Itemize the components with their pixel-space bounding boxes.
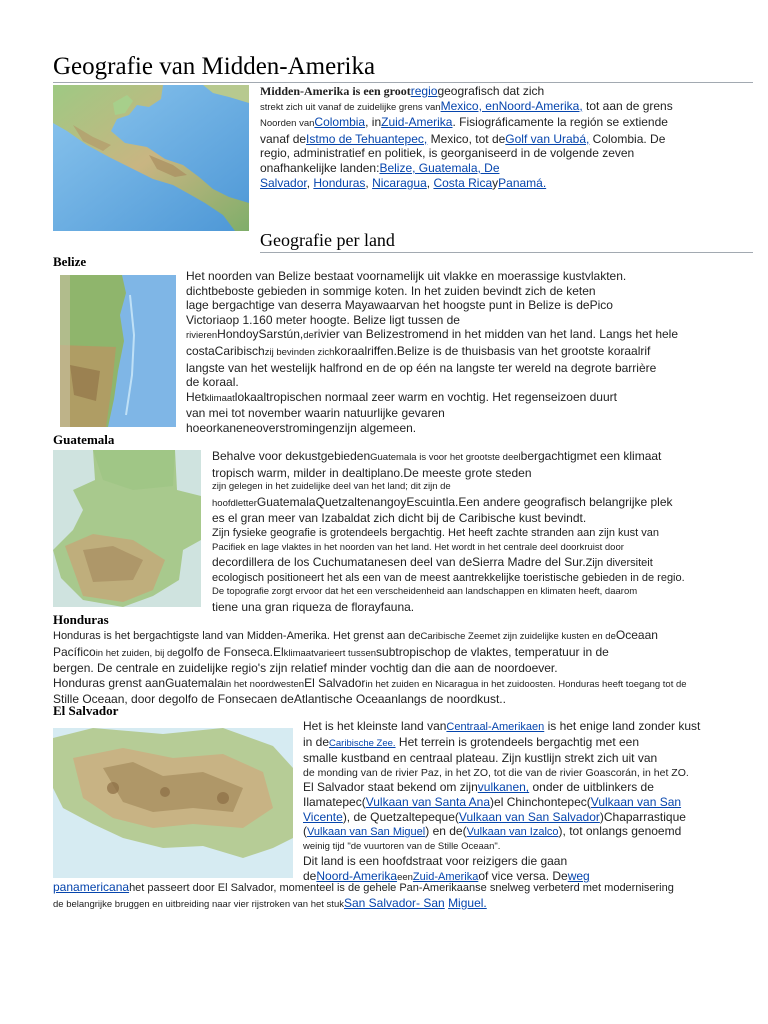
link-vulkaan-san-vicente-a[interactable]: Vulkaan van San (590, 794, 682, 809)
link-honduras[interactable]: Honduras (313, 175, 366, 190)
link-san-salvador-san-miguel[interactable]: San Salvador- San (343, 895, 445, 910)
heading-belize: Belize (53, 254, 87, 269)
link-vulkanen[interactable]: vulkanen, (477, 780, 530, 795)
el-salvador-map-image (53, 728, 293, 878)
link-vulkaan-san-vicente-b[interactable]: Vicente (303, 809, 343, 824)
link-panama[interactable]: Panamá. (498, 175, 547, 190)
link-centraal-amerika[interactable]: Centraal-Amerikaen (446, 721, 545, 733)
link-vulkaan-izalco[interactable]: Vulkaan van Izalco (466, 826, 559, 839)
title-divider (53, 82, 753, 83)
heading-el-salvador: El Salvador (53, 703, 119, 718)
guatemala-text: Behalve voor dekustgebiedenGuatemala is voor het grootste deelbergachtigmet een klimaat tropisch warm, milder in dealtiplano.De meeste grote steden zijn gelegen in het zuidelijke deel van het land; dit zijn de hoofdletterGuatemalaQuetzaltenangoyEscuintla.Een andere geografisch belangrijke plek es el gran meer van Izabaldat zich dicht bij de Caribische kust bevindt. Zijn fysieke geografie is grotendeels bergachtig. Het heeft zachte stranden aan zijn kust van Pacifiek en lage vlaktes in het noorden van het land. Het wordt in het centrale deel doorkruist door decordillera de los Cuchumatanesen deel van deSierra Madre del Sur.Zijn diversiteit ecologisch positioneert het als een van de meest aantrekkelijke toeristische gebieden in de regio. De topografie zorgt ervoor dat het een verscheidenheid aan landschappen en klimaten heeft, daarom tiene una gran riqueza de florayfauna. (212, 449, 685, 614)
central-america-map-image (53, 85, 249, 231)
belize-map-image (60, 275, 176, 427)
intro-paragraph: Midden-Amerika is een grootregiogeografisch dat zich strekt zich uit vanaf de zuidelijke grens vanMexico, enNoord-Amerika, tot aan de grens Noorden vanColombia, inZuid-Amerika. Fisiográficamente la región se extiende vanaf deIstmo de Tehuantepec, Mexico, tot deGolf van Urabá, Colombia. De regio, administratief en politiek, is georganiseerd in de volgende zeven onafhankelijke landen:Belize, Guatemala, De Salvador, Honduras, Nicaragua, Costa RicayPanamá. (260, 84, 673, 190)
link-regio[interactable]: regio (410, 84, 438, 98)
link-nicaragua[interactable]: Nicaragua (372, 175, 427, 190)
link-colombia[interactable]: Colombia (314, 115, 366, 130)
guatemala-map-image (53, 450, 201, 607)
link-panamericana[interactable]: panamericana (53, 880, 130, 894)
heading-honduras: Honduras (53, 612, 109, 627)
page-title: Geografie van Midden-Amerika (53, 53, 376, 80)
link-noord-amerika-2[interactable]: Noord-Amerika (316, 868, 398, 883)
intro-bold-text: Midden-Amerika is een groot (260, 84, 411, 98)
el-salvador-text-bottom: panamericanahet passeert door El Salvador, momenteel is de gehele Pan-Amerikaanse snelweg verbeterd met modernisering de belangrijke bruggen en uitbreiding naar vier rijstroken van het stukSan Salvador- San Miguel. (53, 880, 674, 910)
link-istmo[interactable]: Istmo de Tehuantepec, (306, 131, 428, 146)
section-heading-per-land: Geografie per land (260, 230, 395, 250)
link-caribische-zee[interactable]: Caribische Zee. (329, 737, 396, 749)
link-miguel[interactable]: Miguel. (448, 895, 487, 910)
el-salvador-text-right: Het is het kleinste land vanCentraal-Amerikaen is het enige land zonder kust in deCaribische Zee. Het terrein is grotendeels bergachtig met een smalle kustband en centraal plateau. Zijn kustlijn strekt zich uit van de monding van de rivier Paz, in het ZO, tot die van de rivier Goascorán, in het ZO. El Salvador staat bekend om zijnvulkanen, onder de uitblinkers de Ilamatepec(Vulkaan van Santa Ana)el Chinchontepec(Vulkaan van San Vicente), de Quetzaltepeque(Vulkaan van San Salvador)Chaparrastique (Vulkaan van San Miguel) en de(Vulkaan van Izalco), tot onlangs genoemd weinig tijd "de vuurtoren van de Stille Oceaan". Dit land is een hoofdstraat voor reizigers die gaan deNoord-AmerikaeenZuid-Amerikaof vice versa. Deweg (303, 719, 701, 883)
link-vulkaan-santa-ana[interactable]: Vulkaan van Santa Ana (365, 794, 491, 809)
link-zuid-amerika-2[interactable]: Zuid-Amerika (412, 870, 479, 883)
link-zuid-amerika[interactable]: Zuid-Amerika (381, 115, 453, 130)
link-salvador[interactable]: Salvador (260, 175, 307, 190)
link-noord-amerika[interactable]: Noord-Amerika, (498, 98, 583, 113)
honduras-text: Honduras is het bergachtigste land van Midden-Amerika. Het grenst aan deCaribische Zeemet zijn zuidelijke kusten en deOceaan Pacíficoin het zuiden, bij degolfo de Fonseca.Elklimaatvarieert tussensubtropischop de vlaktes, temperatuur in de bergen. De centrale en zuidelijke regio's zijn relatief minder vochtig dan die aan de noordoever. Honduras grenst aanGuatemalain het noordwestenEl Salvadorin het zuiden en Nicaragua in het zuidoosten. Honduras heeft toegang tot de Stille Oceaan, door degolfo de Fonsecaen deAtlantische Oceaanlangs de noordkust.. (53, 628, 687, 707)
link-costa-rica[interactable]: Costa Rica (433, 175, 493, 190)
link-golf-uraba[interactable]: Golf van Urabá, (505, 131, 590, 146)
heading-guatemala: Guatemala (53, 432, 115, 447)
link-belize-guatemala[interactable]: Belize, Guatemala, De (379, 160, 500, 175)
belize-text: Het noorden van Belize bestaat voornamelijk uit vlakke en moerassige kustvlakten. dichtbeboste gebieden in sommige koten. In het zuiden bevindt zich de keten lage bergachtige van deserra Mayawaarvan het hoogste punt in Belize is dePico Victoriaop 1.160 meter hoogte. Belize ligt tussen de rivierenHondoySarstún,derivier van Belizestromend in het midden van het land. Langs het hele costaCaribischzij bevinden zichkoraalriffen.Belize is de thuisbasis van het grootste koraalrif langste van het westelijk halfrond en de op één na langste ter wereld na degrote barrière de koraal. Hetklimaatlokaaltropischen normaal zeer warm en vochtig. Het regenseizoen duurt van mei tot november waarin natuurlijke gevaren hoeorkaneneoverstromingenzijn algemeen. (186, 269, 679, 435)
section-divider (260, 252, 753, 253)
link-mexico[interactable]: Mexico, en (440, 98, 499, 113)
link-vulkaan-san-salvador[interactable]: Vulkaan van San Salvador (458, 809, 600, 824)
link-vulkaan-san-miguel[interactable]: Vulkaan van San Miguel (307, 826, 426, 839)
link-weg[interactable]: weg (567, 868, 590, 883)
